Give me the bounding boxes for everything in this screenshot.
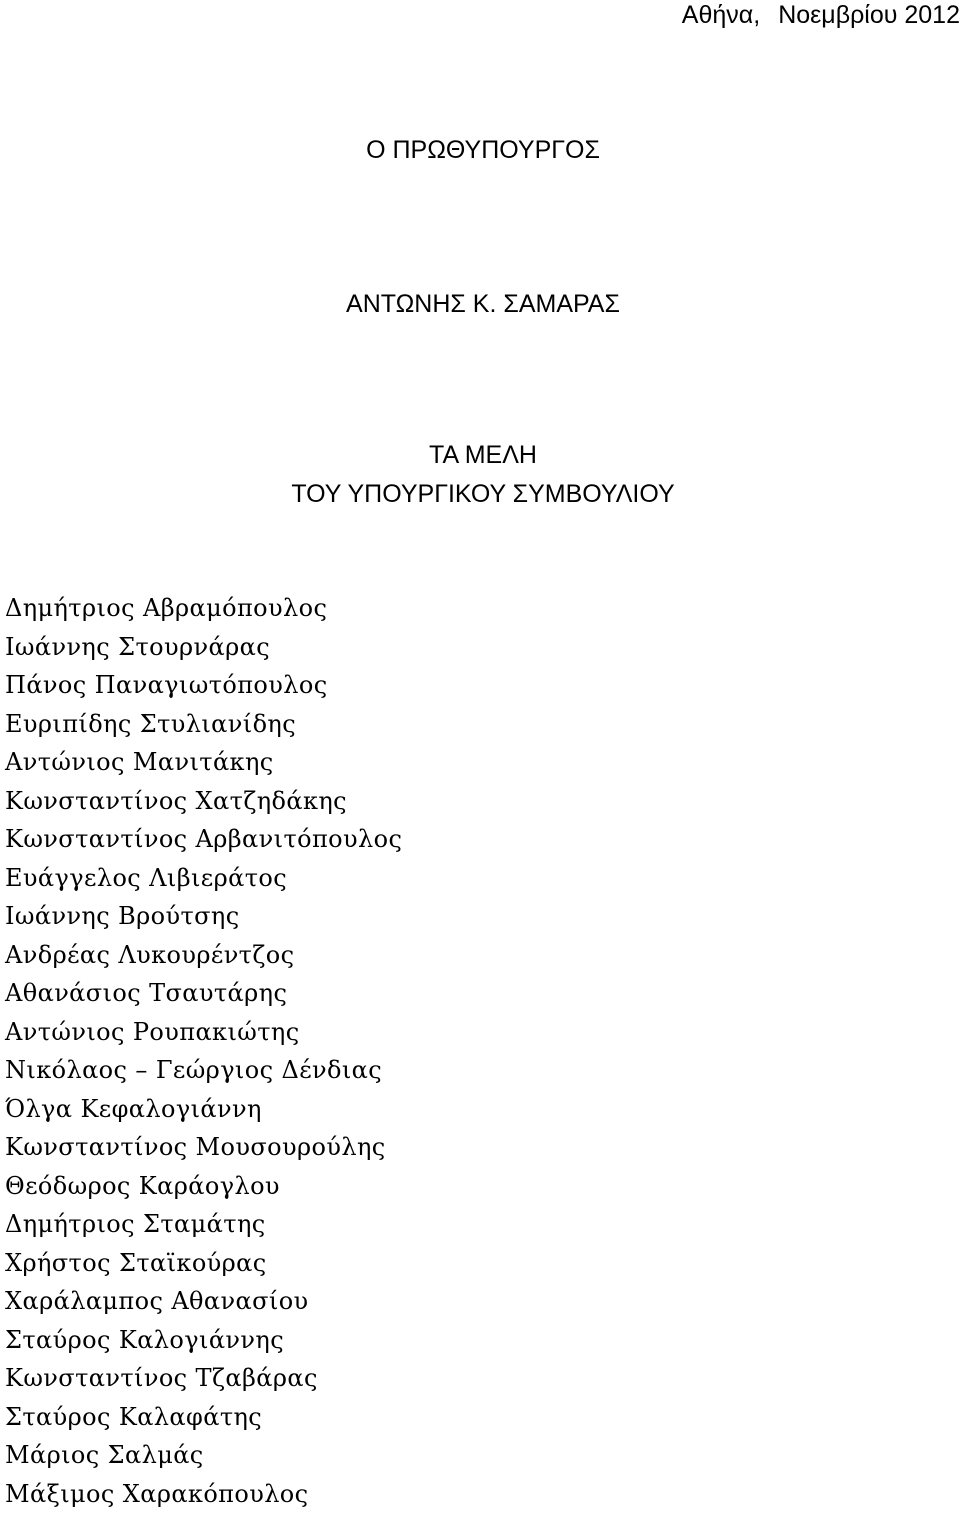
member-name: Μάξιμος Χαρακόπουλος [5, 1475, 402, 1513]
member-name: Χαράλαμπος Αθανασίου [5, 1282, 402, 1321]
member-name: Σταύρος Καλογιάννης [5, 1321, 402, 1360]
cabinet-heading [0, 436, 960, 514]
dateline-city: Αθήνα, [682, 1, 760, 29]
dateline-date: Νοεμβρίου 2012 [778, 1, 960, 29]
member-name: Δημήτριος Αβραμόπουλος [5, 589, 402, 628]
member-name: Ευριπίδης Στυλιανίδης [5, 705, 402, 744]
member-name: Ιωάννης Βρούτσης [5, 897, 402, 936]
member-name: Σταύρος Καλαφάτης [5, 1398, 402, 1437]
member-name: Αντώνιος Μανιτάκης [5, 743, 402, 782]
member-name: Χρήστος Σταϊκούρας [5, 1244, 402, 1283]
member-name: Αντώνιος Ρουπακιώτης [5, 1013, 402, 1052]
member-name: Ευάγγελος Λιβιεράτος [5, 859, 402, 898]
member-name: Όλγα Κεφαλογιάννη [5, 1090, 402, 1129]
dateline [682, 0, 960, 30]
prime-minister-name: ΑΝΤΩΝΗΣ Κ. ΣΑΜΑΡΑΣ [0, 285, 960, 323]
cabinet-members-list [5, 589, 402, 1513]
member-name: Κωνσταντίνος Τζαβάρας [5, 1359, 402, 1398]
member-name: Αθανάσιος Τσαυτάρης [5, 974, 402, 1013]
member-name: Ιωάννης Στουρνάρας [5, 628, 402, 667]
prime-minister-title: Ο ΠΡΩΘΥΠΟΥΡΓΟΣ [0, 131, 960, 169]
member-name: Μάριος Σαλμάς [5, 1436, 402, 1475]
cabinet-heading-line-1: ΤΑ ΜΕΛΗ [0, 436, 960, 475]
member-name: Κωνσταντίνος Χατζηδάκης [5, 782, 402, 821]
member-name: Κωνσταντίνος Μουσουρούλης [5, 1128, 402, 1167]
member-name: Πάνος Παναγιωτόπουλος [5, 666, 402, 705]
member-name: Νικόλαος – Γεώργιος Δένδιας [5, 1051, 402, 1090]
member-name: Ανδρέας Λυκουρέντζος [5, 936, 402, 975]
cabinet-heading-line-2: ΤΟΥ ΥΠΟΥΡΓΙΚΟΥ ΣΥΜΒΟΥΛΙΟΥ [0, 475, 960, 514]
member-name: Κωνσταντίνος Αρβανιτόπουλος [5, 820, 402, 859]
member-name: Δημήτριος Σταμάτης [5, 1205, 402, 1244]
member-name: Θεόδωρος Καράογλου [5, 1167, 402, 1206]
